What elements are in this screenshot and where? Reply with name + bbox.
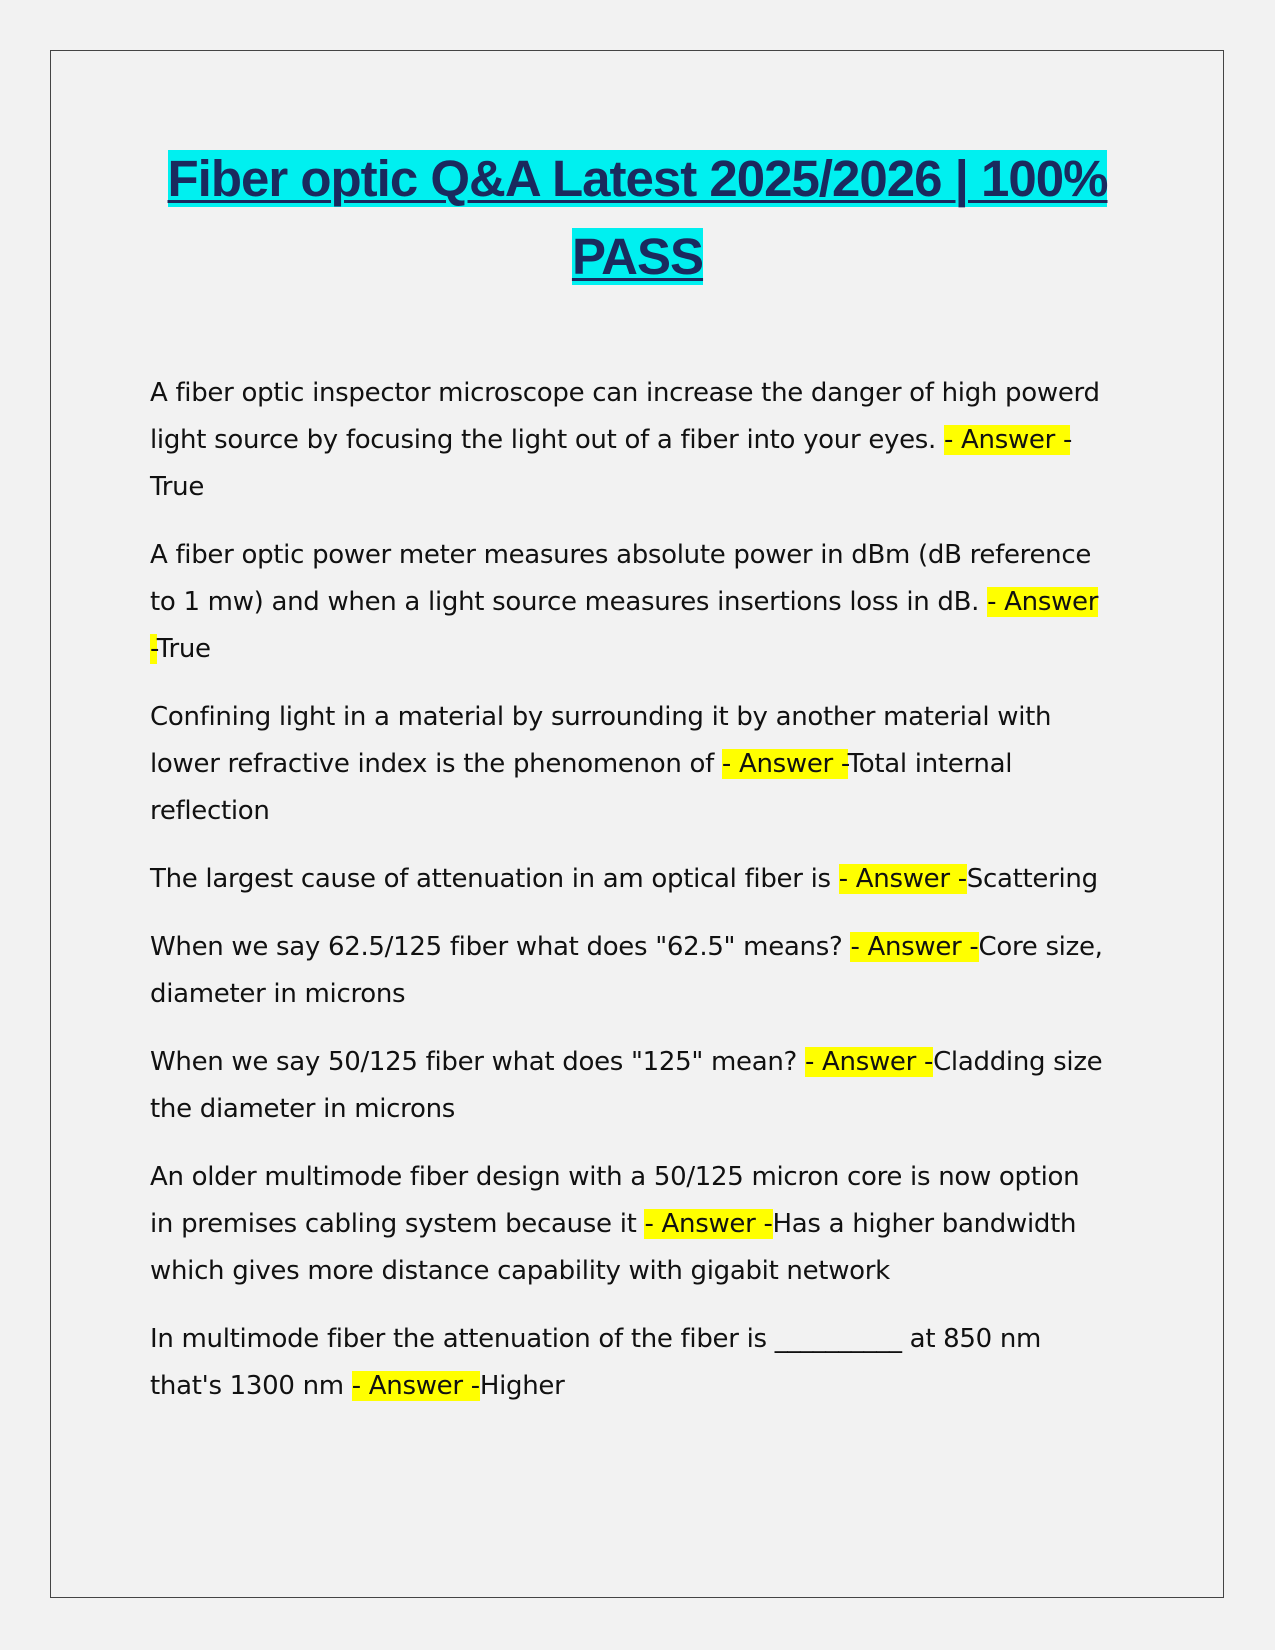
page-title: Fiber optic Q&A Latest 2025/2026 | 100% PASS (167, 150, 1108, 285)
answer-text: Scattering (966, 864, 1098, 894)
question-text: When we say 62.5/125 fiber what does "62.5" means? (150, 932, 851, 962)
title-block (130, 140, 1145, 296)
answer-marker: - Answer - (943, 425, 1070, 455)
qa-item (150, 1039, 1110, 1133)
qa-list (150, 370, 1110, 1431)
answer-marker: - Answer - (721, 749, 848, 779)
qa-item (150, 694, 1110, 835)
question-text: The largest cause of attenuation in am optical fiber is (150, 864, 839, 894)
question-text: When we say 50/125 fiber what does "125" mean? (150, 1047, 806, 1077)
qa-item (150, 1316, 1110, 1410)
question-text: A fiber optic inspector microscope can increase the danger of high powerd light source by focusing the light out of a fiber into your eyes. (150, 378, 1100, 455)
answer-text: Has a higher bandwidth which gives more distance capability with gigabit network (150, 1209, 1077, 1286)
answer-text: True (156, 634, 211, 664)
qa-item (150, 1154, 1110, 1295)
answer-text: Core size, diameter in microns (150, 932, 1103, 1009)
qa-item (150, 856, 1110, 903)
answer-text: Higher (479, 1371, 565, 1401)
answer-text: Cladding size the diameter in microns (150, 1047, 1103, 1124)
question-text: A fiber optic power meter measures absolute power in dBm (dB reference to 1 mw) and when a light source measures insertions loss in dB. (150, 540, 1092, 617)
question-text: An older multimode fiber design with a 50/125 micron core is now option in premises cabling system because it (150, 1162, 1080, 1239)
qa-item (150, 370, 1110, 511)
question-text: Confining light in a material by surrounding it by another material with lower refractive index is the phenomenon of (150, 702, 1052, 779)
answer-marker: - Answer - (838, 864, 967, 894)
qa-item (150, 532, 1110, 673)
answer-marker: - Answer - (351, 1371, 480, 1401)
question-text: In multimode fiber the attenuation of the fiber is __________ at 850 nm that's 1300 nm (150, 1324, 1042, 1401)
qa-item (150, 924, 1110, 1018)
answer-marker: - Answer - (805, 1047, 934, 1077)
answer-marker: - Answer - (644, 1209, 773, 1239)
answer-text: Total internal reflection (150, 749, 1013, 826)
answer-text: True (150, 472, 205, 502)
answer-marker: - Answer - (850, 932, 979, 962)
answer-marker: - Answer - (150, 587, 1099, 664)
